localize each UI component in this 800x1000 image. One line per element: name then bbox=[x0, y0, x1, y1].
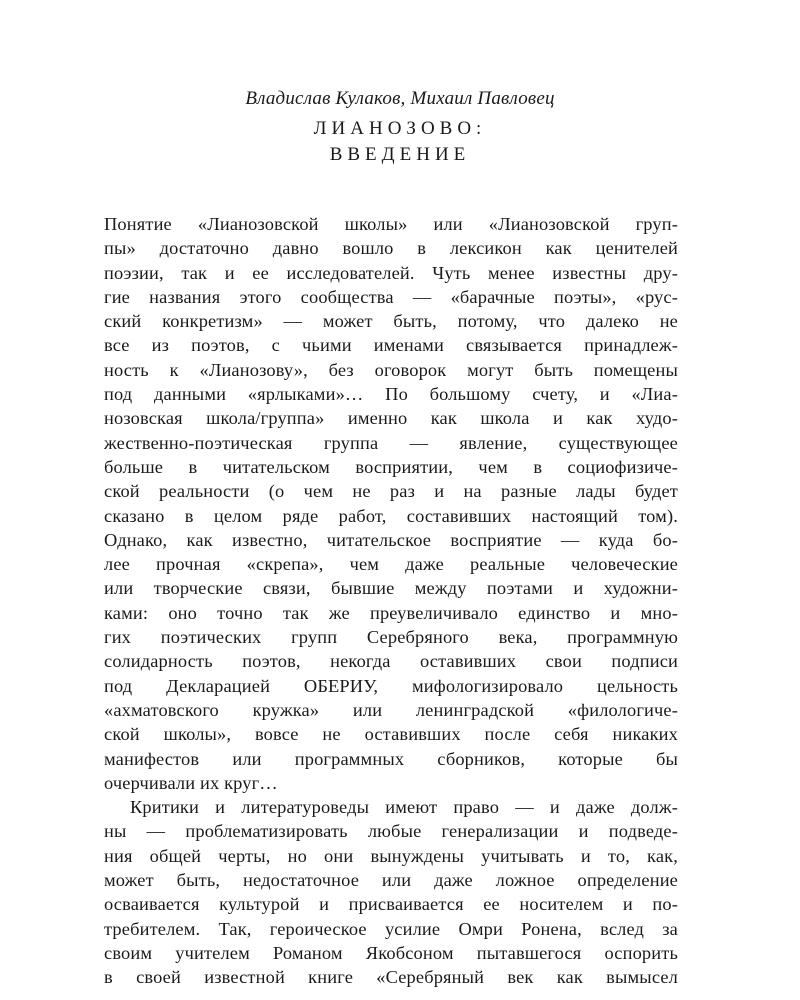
text-line: жественно-поэтическая группа — явление, существующее bbox=[104, 432, 678, 453]
paragraph bbox=[104, 795, 678, 989]
chapter-title-line-2: ВВЕДЕНИЕ bbox=[329, 144, 471, 165]
text-line: ской школы», вовсе не оставивших после себя никаких bbox=[104, 724, 678, 745]
text-line: Однако, как известно, читательское восприятие — куда бо- bbox=[104, 529, 678, 550]
text-line: своим учителем Романом Якобсоном пытавшегося оспорить bbox=[104, 942, 678, 963]
text-line: ский конкретизм» — может быть, потому, что далеко не bbox=[104, 311, 678, 332]
text-line: поэзии, так и ее исследователей. Чуть менее известны дру- bbox=[104, 262, 678, 283]
text-line: все из поэтов, с чьими именами связывается принадлеж- bbox=[104, 335, 678, 356]
text-line: манифестов или программных сборников, которые бы bbox=[104, 748, 678, 769]
chapter-title bbox=[0, 116, 800, 168]
text-line: может быть, недостаточное или даже ложное определение bbox=[104, 870, 678, 891]
authors-line: Владислав Кулаков, Михаил Павловец bbox=[245, 88, 555, 109]
chapter-title-line-1: ЛИАНОЗОВО: bbox=[313, 118, 487, 139]
text-line: ками: оно точно так же преувеличивало единство и мно- bbox=[104, 602, 678, 623]
text-line: «ахматовского кружка» или ленинградской «филологиче- bbox=[104, 699, 678, 720]
text-line: ния общей черты, но они вынуждены учитывать и то, как, bbox=[104, 845, 678, 866]
text-line: гие названия этого сообщества — «барачные поэты», «рус- bbox=[104, 286, 678, 307]
body-text bbox=[104, 212, 678, 990]
text-line: очерчивали их круг… bbox=[104, 772, 278, 793]
text-line: в своей известной книге «Серебряный век как вымысел bbox=[104, 967, 678, 988]
text-line: под Декларацией ОБЕРИУ, мифологизировало цельность bbox=[104, 675, 678, 696]
text-line: пы» достаточно давно вошло в лексикон как ценителей bbox=[104, 238, 678, 259]
paragraph bbox=[104, 212, 678, 795]
text-line: солидарность поэтов, некогда оставивших свои подписи bbox=[104, 651, 678, 672]
text-line: ской реальности (о чем не раз и на разные лады будет bbox=[104, 481, 678, 502]
text-line: ны — проблематизировать любые генерализации и подведе- bbox=[104, 821, 678, 842]
text-line: под данными «ярлыками»… По большому счету, и «Лиа- bbox=[104, 384, 678, 405]
text-line: гих поэтических групп Серебряного века, программную bbox=[104, 627, 678, 648]
text-line: осваивается культурой и присваивается ее носителем и по- bbox=[104, 894, 678, 915]
text-line: сказано в целом ряде работ, составивших настоящий том). bbox=[104, 505, 678, 526]
text-line: лее прочная «скрепа», чем даже реальные человеческие bbox=[104, 554, 678, 575]
text-line: ность к «Лианозову», без оговорок могут быть помещены bbox=[104, 359, 678, 380]
text-line: или творческие связи, бывшие между поэтами и художни- bbox=[104, 578, 678, 599]
text-line: Понятие «Лианозовской школы» или «Лианозовской груп- bbox=[104, 214, 678, 234]
text-line: нозовская школа/группа» именно как школа и как худо- bbox=[104, 408, 678, 429]
text-line: требителем. Так, героическое усилие Омри Ронена, вслед за bbox=[104, 918, 678, 939]
text-line: больше в читательском восприятии, чем в социофизиче- bbox=[104, 456, 678, 477]
text-line: Критики и литературоведы имеют право — и даже долж- bbox=[130, 797, 678, 818]
